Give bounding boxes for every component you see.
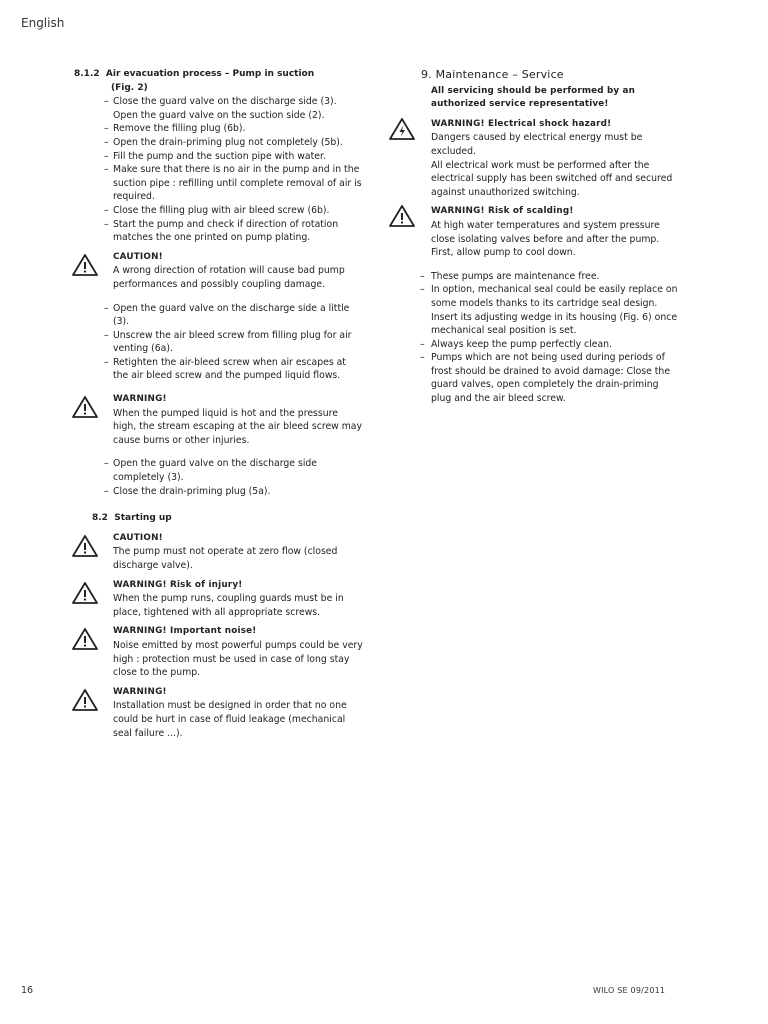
notice-title: WARNING! Risk of scalding! [431,206,574,217]
warning-triangle-icon [71,253,99,277]
warning-notice [74,686,364,740]
notice-title: WARNING! Electrical shock hazard! [431,118,612,129]
list-item: – Start the pump and check if direction of rotation matches the one printed on pump plating. [74,218,364,245]
notice-title: WARNING! [113,394,167,405]
warning-triangle-icon [71,627,99,651]
list-item: – Close the guard valve on the discharge side (3). Open the guard valve on the suction side (2). [74,95,364,122]
list-item: – Close the filling plug with air bleed screw (6b). [74,204,364,218]
section-fig-ref: (Fig. 2) [111,82,148,93]
procedure-list-3 [74,457,364,498]
list-item: – Open the guard valve on the discharge side completely (3). [74,457,364,484]
notice-title: WARNING! Risk of injury! [113,579,243,590]
section-title: Starting up [114,513,172,524]
list-item: – Fill the pump and the suction pipe with water. [74,150,364,164]
notice-title: WARNING! Important noise! [113,626,257,637]
caution-notice [74,251,364,292]
warning-notice [74,625,364,679]
warning-triangle-icon [388,204,416,228]
section-heading-8-2 [74,512,364,526]
section-heading-9: 9. Maintenance – Service [421,68,564,81]
list-item: – These pumps are maintenance free. [390,270,680,284]
list-item: – Close the drain-priming plug (5a). [74,485,364,499]
notice-text: Noise emitted by most powerful pumps could be very high : protection must be used in case of long stay close to the pump. [113,639,363,679]
notice-title: WARNING! [113,686,167,697]
notice-text: When the pumped liquid is hot and the pressure high, the stream escaping at the air bleed screw may cause burns or other injuries. [113,407,362,446]
list-item: – Pumps which are not being used during periods of frost should be drained to avoid damage: Close the guard valves, open completely the drain-priming plug and the air bleed screw. [390,351,680,405]
list-item: – Retighten the air-bleed screw when air escapes at the air bleed screw and the pumped liquid flows. [74,356,364,383]
list-item: – Always keep the pump perfectly clean. [390,338,680,352]
notice-text: When the pump runs, coupling guards must be in place, tightened with all appropriate screws. [113,593,344,618]
list-item: – Unscrew the air bleed screw from filling plug for air venting (6a). [74,329,364,356]
notice-text: Installation must be designed in order that no one could be hurt in case of fluid leakage (mechanical seal failure ...). [113,700,347,739]
section-title: Air evacuation process – Pump in suction [105,69,315,79]
publisher-footer: WILO SE 09/2011 [593,986,666,995]
section-heading-8-1-2 [74,68,364,82]
notice-text: At high water temperatures and system pressure close isolating valves before and after the pump. First, allow pump to cool down. [431,219,660,259]
left-column [74,68,364,740]
maintenance-list [390,270,680,406]
notice-text: A wrong direction of rotation will cause bad pump performances and possibly coupling damage. [113,265,345,290]
list-item: – Remove the filling plug (6b). [74,122,364,136]
warning-triangle-icon [71,688,99,712]
section-number: 8.1.2 [74,69,100,79]
page-number: 16 [21,985,34,996]
notice-title: CAUTION! [113,532,163,543]
language-label: English [21,16,65,30]
service-intro: All servicing should be performed by an authorized service representative! [431,85,635,110]
warning-triangle-icon [71,581,99,605]
warning-triangle-icon [71,534,99,558]
warning-notice [74,579,364,620]
list-item: – Open the drain-priming plug not completely (5b). [74,136,364,150]
procedure-list-1 [74,95,364,245]
right-column [390,68,680,406]
notice-title: CAUTION! [113,251,163,262]
procedure-list-2 [74,302,364,384]
notice-text-2: All electrical work must be performed after the electrical supply has been switched off and secured against unauthorized switching. [431,159,673,198]
list-item: – In option, mechanical seal could be easily replace on some models thanks to its cartridge seal design. Insert its adjusting wedge in its housing (Fig. 6) once mechanical seal position is set. [390,283,680,337]
electrical-warning-notice [390,118,680,200]
section-number: 8.2 [92,513,108,524]
warning-notice [74,393,364,447]
scalding-warning-notice [390,205,680,259]
warning-triangle-icon [71,395,99,419]
list-item: – Make sure that there is no air in the pump and in the suction pipe : refilling until complete removal of air is required. [74,163,364,204]
list-item: – Open the guard valve on the discharge side a little (3). [74,302,364,329]
notice-text: The pump must not operate at zero flow (closed discharge valve). [113,546,338,571]
electrical-hazard-icon [388,117,416,141]
caution-notice [74,532,364,573]
notice-text: Dangers caused by electrical energy must be excluded. [431,132,643,157]
